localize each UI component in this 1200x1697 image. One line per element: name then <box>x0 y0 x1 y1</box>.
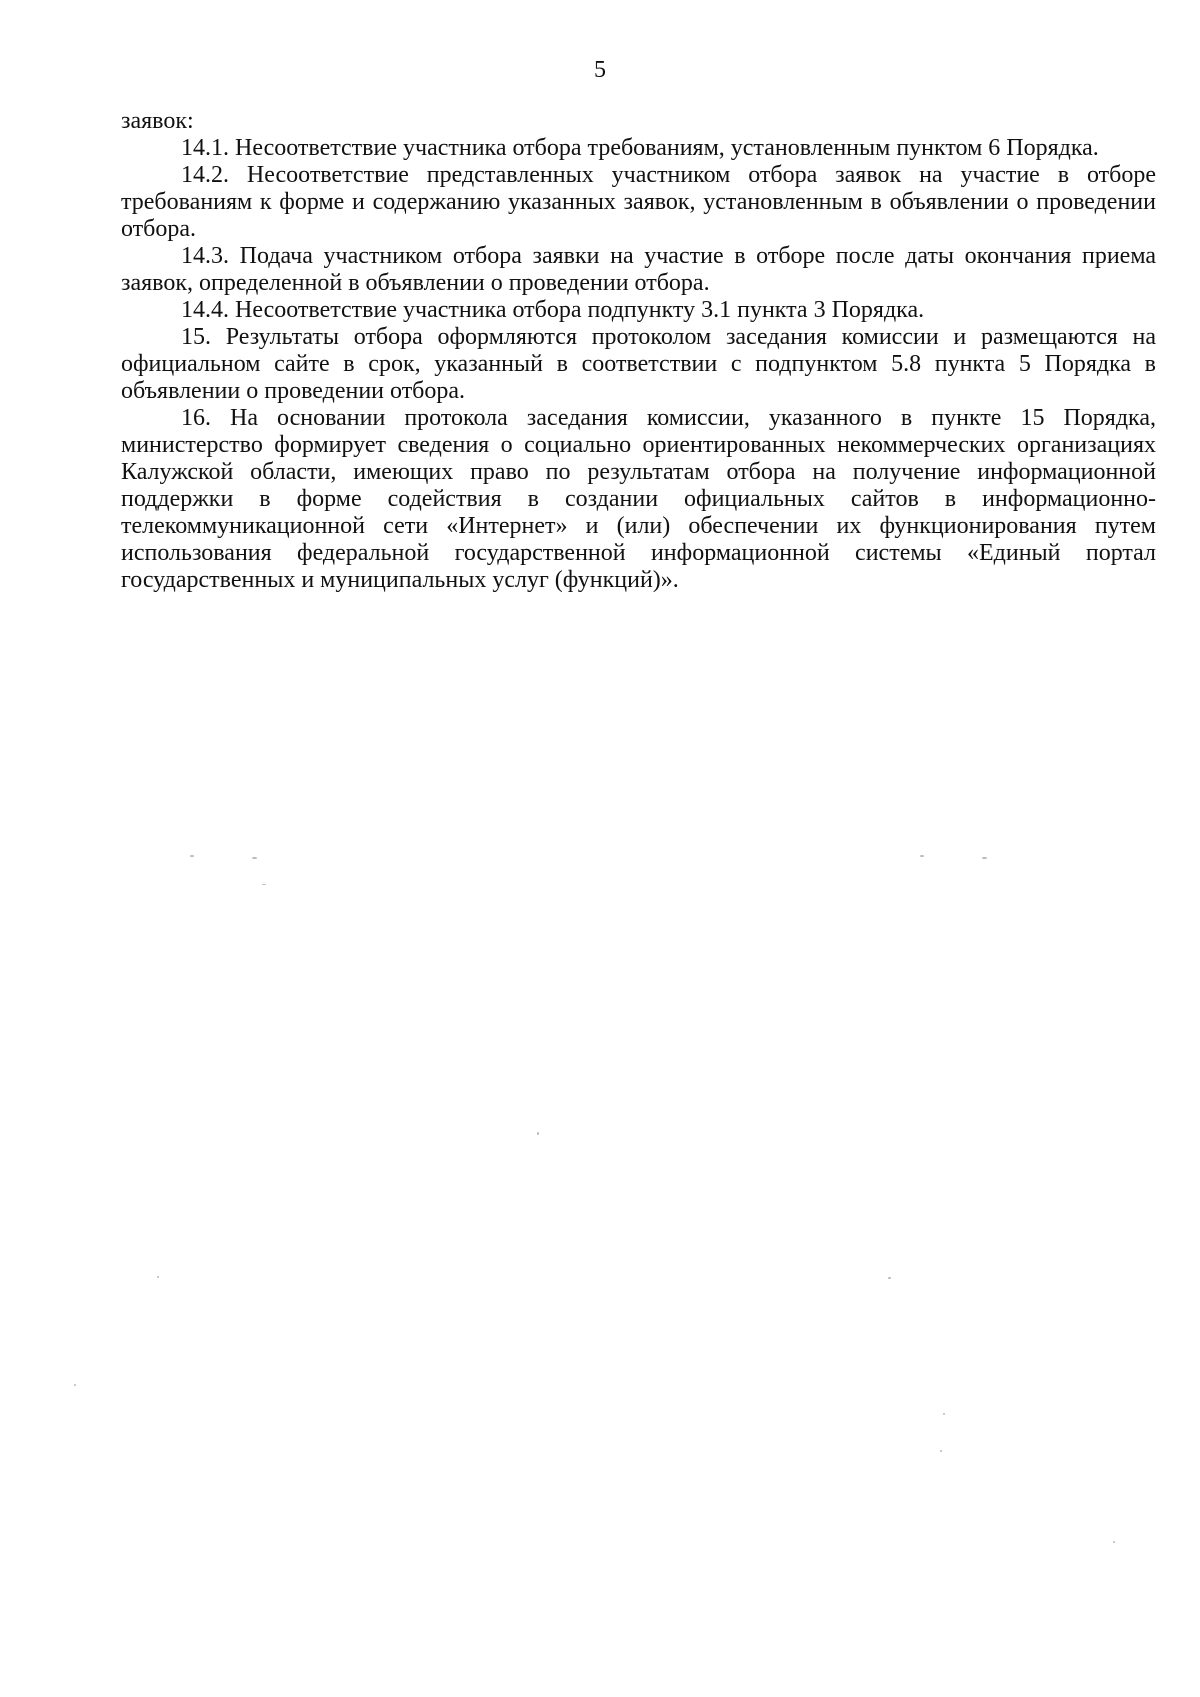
scan-speck <box>537 1132 539 1135</box>
paragraph-14-4: 14.4. Несоответствие участника отбора подпункту 3.1 пункта 3 Порядка. <box>181 297 925 323</box>
scan-speck <box>262 884 266 885</box>
paragraph-14-3: 14.3. Подача участником отбора заявки на участие в отборе после даты окончания приема заявок, определенной в объявлении о проведении отбора. <box>121 243 1156 296</box>
scan-speck <box>252 857 257 859</box>
paragraph-15: 15. Результаты отбора оформляются протоколом заседания комиссии и размещаются на официальном сайте в срок, указанный в соответствии с подпунктом 5.8 пункта 5 Порядка в объявлении о проведении отбора. <box>121 324 1156 404</box>
scan-speck <box>888 1277 891 1279</box>
scan-speck <box>1113 1541 1115 1543</box>
page-number: 5 <box>594 57 606 83</box>
paragraph-14-1: 14.1. Несоответствие участника отбора требованиям, установленным пунктом 6 Порядка. <box>181 135 1099 161</box>
scan-speck <box>157 1276 159 1278</box>
scan-speck <box>190 855 194 857</box>
paragraph-16: 16. На основании протокола заседания комиссии, указанного в пункте 15 Порядка, министерство формирует сведения о социально ориентированных некоммерческих организациях Калужской области, имеющих право по результатам отбора на получение информационной поддержки в форме содействия в создании официальных сайтов в информационно-телекоммуникационной сети «Интернет» и (или) обеспечении их функционирования путем использования федеральной государственной информационной системы «Единый портал государственных и муниципальных услуг (функций)». <box>121 405 1156 593</box>
document-body <box>121 108 1156 594</box>
scan-speck <box>74 1384 76 1386</box>
paragraph-14-2: 14.2. Несоответствие представленных участником отбора заявок на участие в отборе требованиям к форме и содержанию указанных заявок, установленным в объявлении о проведении отбора. <box>121 162 1156 242</box>
paragraph-continuation: заявок: <box>121 108 194 134</box>
scan-speck <box>982 857 987 859</box>
scan-speck <box>920 855 924 857</box>
scan-speck <box>940 1450 942 1452</box>
scan-speck <box>943 1413 945 1415</box>
